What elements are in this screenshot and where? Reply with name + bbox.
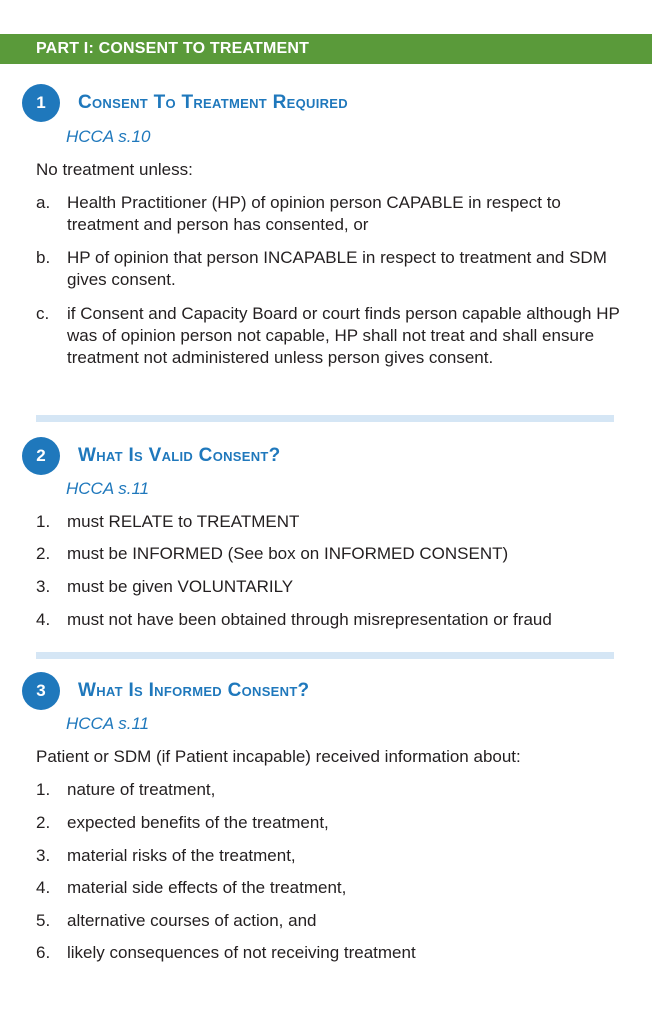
list-marker: 3.: [36, 846, 51, 865]
list-item-text: nature of treatment,: [67, 780, 216, 799]
list-item-text: must be INFORMED (See box on INFORMED CONSENT): [67, 544, 509, 563]
list-item-text: expected benefits of the treatment,: [67, 813, 329, 832]
list-item-text: HP of opinion that person INCAPABLE in respect to treatment and SDM gives consent.: [67, 248, 607, 289]
section-divider: [36, 652, 614, 659]
list-item-text: material risks of the treatment,: [67, 846, 296, 865]
list-item-text: must be given VOLUNTARILY: [67, 577, 294, 596]
list-item-text: Health Practitioner (HP) of opinion person CAPABLE in respect to treatment and person has consented, or: [67, 193, 561, 234]
list-item-text: likely consequences of not receiving treatment: [67, 943, 416, 962]
section-heading: What Is Informed Consent?: [78, 680, 310, 701]
section-intro: Patient or SDM (if Patient incapable) received information about:: [36, 747, 521, 766]
list-item-text: material side effects of the treatment,: [67, 878, 347, 897]
section-citation: HCCA s.11: [66, 479, 150, 498]
list-marker: 6.: [36, 943, 51, 962]
part-title-banner: PART I: CONSENT TO TREATMENT: [0, 34, 652, 64]
list-item-text: alternative courses of action, and: [67, 911, 317, 930]
section-divider: [36, 415, 614, 422]
section-number-badge: 1: [22, 84, 60, 122]
list-marker: b.: [36, 248, 51, 267]
list-marker: 2.: [36, 544, 51, 563]
list-marker: 2.: [36, 813, 51, 832]
list-marker: 5.: [36, 911, 51, 930]
section-citation: HCCA s.10: [66, 127, 151, 146]
section-intro: No treatment unless:: [36, 160, 193, 179]
section-number-badge: 2: [22, 437, 60, 475]
section-heading: What Is Valid Consent?: [78, 445, 281, 466]
list-item-text: if Consent and Capacity Board or court finds person capable although HP was of opinion person not capable, HP shall not treat and shall ensure treatment not administered unless person gives consent.: [67, 304, 620, 367]
section-number-badge: 3: [22, 672, 60, 710]
list-marker: 3.: [36, 577, 51, 596]
list-marker: 4.: [36, 610, 51, 629]
list-marker: a.: [36, 193, 51, 212]
list-marker: 4.: [36, 878, 51, 897]
list-item-text: must not have been obtained through misrepresentation or fraud: [67, 610, 552, 629]
section-citation: HCCA s.11: [66, 714, 150, 733]
list-item-text: must RELATE to TREATMENT: [67, 512, 300, 531]
list-marker: 1.: [36, 512, 51, 531]
list-marker: c.: [36, 304, 50, 323]
section-heading: Consent To Treatment Required: [78, 92, 348, 113]
list-marker: 1.: [36, 780, 51, 799]
